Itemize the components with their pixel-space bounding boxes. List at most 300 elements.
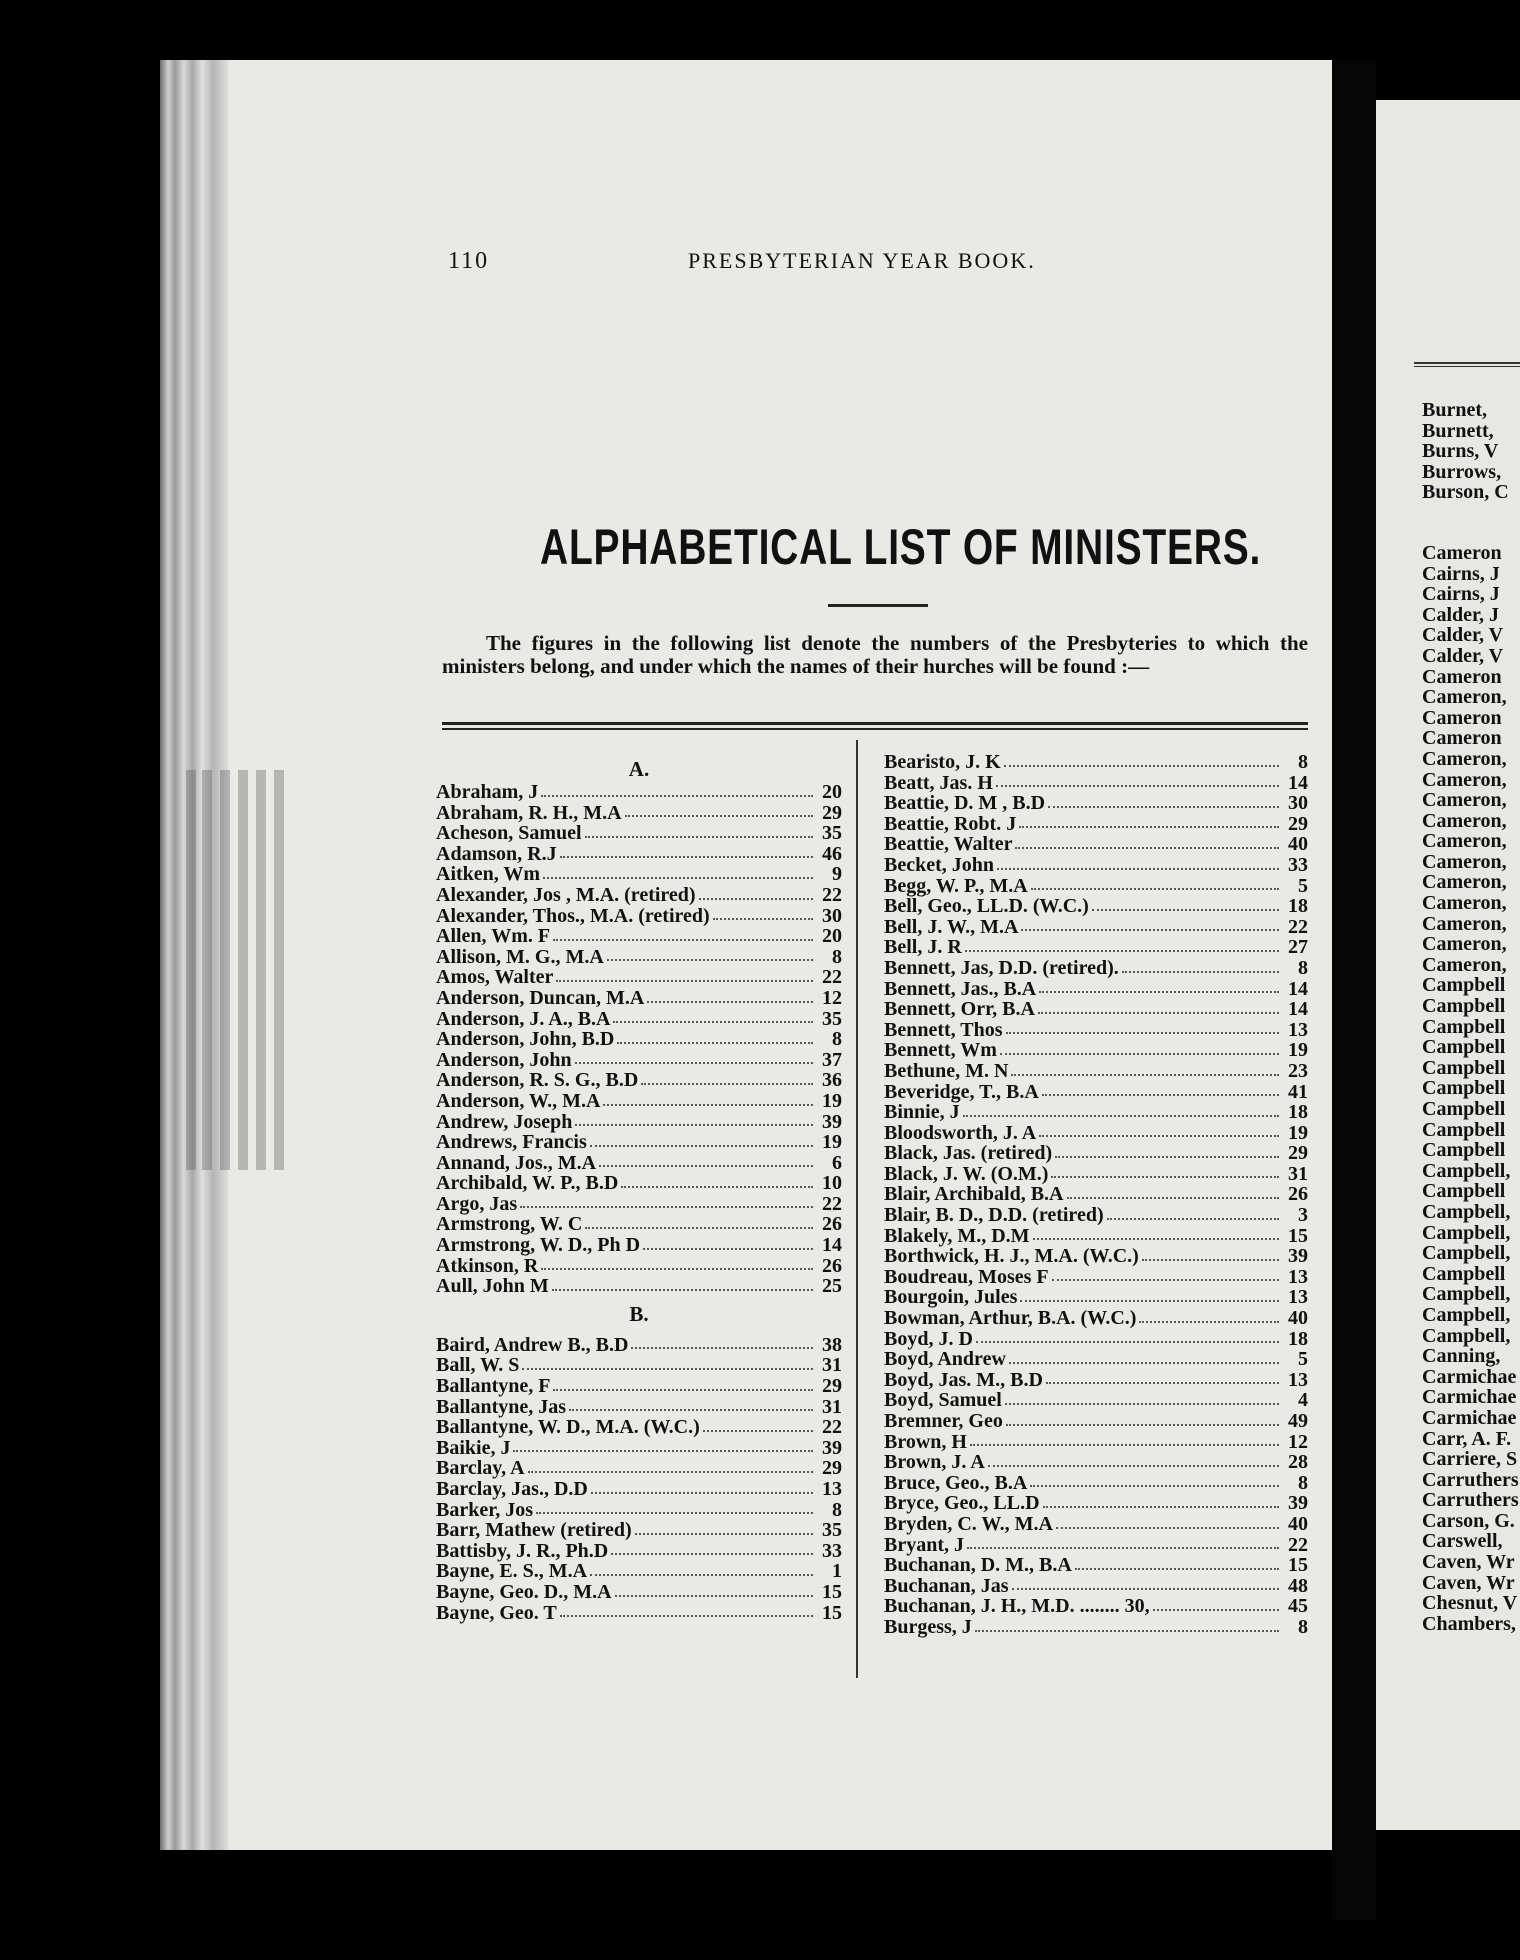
minister-entry: [884, 1555, 1308, 1576]
minister-entry: [884, 1576, 1308, 1597]
facing-page-entry: Campbell,: [1422, 1324, 1511, 1347]
minister-entry: [884, 773, 1308, 794]
minister-entry: [884, 834, 1308, 855]
presbytery-number: 22: [822, 1416, 842, 1439]
presbytery-number: 19: [822, 1131, 842, 1154]
presbytery-number: 20: [822, 781, 842, 803]
minister-name: Barclay, A: [436, 1457, 525, 1480]
minister-entry: [884, 1514, 1308, 1535]
minister-entry: [884, 937, 1308, 958]
minister-name: Bethune, M. N: [884, 1059, 1009, 1082]
presbytery-number: 12: [822, 986, 842, 1009]
dot-leader: [585, 1214, 813, 1229]
minister-name: Bloodsworth, J. A: [884, 1121, 1037, 1144]
facing-page-entry: Campbell: [1422, 1077, 1506, 1100]
minister-entry: [436, 1458, 842, 1479]
presbytery-number: 22: [822, 1192, 842, 1215]
facing-page-entry: Cameron,: [1422, 912, 1507, 935]
minister-entry: [436, 1603, 842, 1624]
minister-name: Brown, H: [884, 1430, 967, 1453]
facing-page-entry: Chambers,: [1422, 1612, 1516, 1635]
b-entries: [436, 1335, 842, 1623]
minister-entry: [884, 1102, 1308, 1123]
intro-text: The figures in the following list denote the numbers of the Presbyteries to which the ministers belong, and under which the names of their hurches will be found :—: [442, 631, 1308, 678]
facing-page-entry: Carswell,: [1422, 1530, 1503, 1553]
minister-entry: [884, 1452, 1308, 1473]
minister-name: Burgess, J: [884, 1615, 972, 1638]
presbytery-number: 30: [1288, 792, 1308, 815]
minister-entry: [436, 1091, 842, 1112]
minister-name: Blair, Archibald, B.A: [884, 1183, 1064, 1206]
dot-leader: [513, 1438, 813, 1453]
presbytery-number: 27: [1288, 936, 1308, 959]
dot-leader: [1012, 1576, 1280, 1591]
minister-name: Bearisto, J. K: [884, 751, 1001, 773]
minister-name: Abraham, R. H., M.A: [436, 801, 622, 824]
minister-entry: [436, 1276, 842, 1297]
facing-page-entry: Calder, V: [1422, 624, 1504, 647]
minister-entry: [436, 967, 842, 988]
facing-page-entry: Cameron,: [1422, 686, 1507, 709]
minister-name: Adamson, R.J: [436, 842, 557, 865]
dot-leader: [647, 988, 813, 1003]
minister-entry: [436, 1335, 842, 1356]
facing-page-entry: Cameron: [1422, 706, 1502, 729]
minister-entry: [884, 1267, 1308, 1288]
minister-name: Beatt, Jas. H: [884, 771, 993, 794]
minister-entry: [884, 1329, 1308, 1350]
minister-name: Anderson, R. S. G., B.D: [436, 1069, 639, 1092]
minister-entry: [436, 1235, 842, 1256]
dot-leader: [1006, 1020, 1279, 1035]
minister-name: Boyd, Jas. M., B.D: [884, 1368, 1043, 1391]
dot-leader: [1015, 834, 1279, 849]
dot-leader: [1011, 1061, 1279, 1076]
minister-name: Anderson, W., M.A: [436, 1089, 601, 1112]
facing-page-entry: Campbell: [1422, 974, 1506, 997]
dot-leader: [1030, 1473, 1279, 1488]
minister-entry: [884, 1226, 1308, 1247]
facing-page-entry: Campbell: [1422, 1139, 1506, 1162]
dot-leader: [1042, 1082, 1279, 1097]
minister-name: Acheson, Samuel: [436, 822, 582, 845]
dot-leader: [1048, 793, 1279, 808]
minister-name: Ballantyne, F: [436, 1375, 551, 1398]
minister-entry: [436, 1500, 842, 1521]
facing-page-entry: Caven, Wr: [1422, 1571, 1515, 1594]
minister-entry: [436, 1479, 842, 1500]
minister-name: Andrew, Joseph: [436, 1110, 573, 1133]
dot-leader: [560, 844, 813, 859]
presbytery-number: 1: [832, 1560, 842, 1583]
presbytery-number: 26: [1288, 1183, 1308, 1206]
dot-leader: [1092, 896, 1279, 911]
presbytery-number: 13: [1288, 1018, 1308, 1041]
dot-leader: [713, 906, 813, 921]
minister-entry: [884, 1287, 1308, 1308]
presbytery-number: 29: [1288, 812, 1308, 835]
minister-entry: [884, 855, 1308, 876]
dot-leader: [997, 855, 1279, 870]
facing-page-entry: Campbell,: [1422, 1303, 1511, 1326]
dot-leader: [976, 1329, 1279, 1344]
facing-page-entry: Campbell,: [1422, 1200, 1511, 1223]
presbytery-number: 15: [1288, 1224, 1308, 1247]
facing-page-entry: Campbell: [1422, 1036, 1506, 1059]
facing-page-entry: Cairns, J: [1422, 562, 1500, 585]
presbytery-number: 48: [1288, 1574, 1308, 1597]
minister-name: Buchanan, D. M., B.A: [884, 1554, 1072, 1577]
dot-leader: [1139, 1308, 1279, 1323]
facing-page-entry: Campbell: [1422, 1098, 1506, 1120]
minister-name: Bennett, Thos: [884, 1018, 1003, 1041]
minister-name: Argo, Jas: [436, 1192, 518, 1215]
dot-leader: [1043, 1493, 1279, 1508]
presbytery-number: 6: [832, 1151, 842, 1174]
minister-entry: [884, 1164, 1308, 1185]
minister-name: Battisby, J. R., Ph.D: [436, 1539, 609, 1562]
minister-name: Boyd, J. D: [884, 1327, 973, 1350]
minister-entry: [436, 1173, 842, 1194]
presbytery-number: 29: [822, 1375, 842, 1398]
facing-page-entry: Cameron,: [1422, 850, 1507, 873]
facing-page-entry: Carson, G.: [1422, 1509, 1515, 1532]
minister-name: Bennett, Orr, B.A: [884, 998, 1035, 1021]
presbytery-number: 22: [822, 966, 842, 989]
a-entries: [436, 782, 842, 1297]
minister-name: Bremner, Geo: [884, 1410, 1003, 1432]
minister-name: Barr, Mathew (retired): [436, 1519, 632, 1542]
minister-name: Borthwick, H. J., M.A. (W.C.): [884, 1245, 1139, 1268]
presbytery-number: 40: [1288, 1512, 1308, 1535]
presbytery-number: 40: [1288, 1307, 1308, 1330]
presbytery-number: 3: [1298, 1204, 1308, 1227]
facing-page-entry: Cameron: [1422, 541, 1502, 564]
presbytery-number: 45: [1288, 1595, 1308, 1618]
facing-page-entry: Cameron,: [1422, 789, 1507, 812]
minister-entry: [884, 1082, 1308, 1103]
presbytery-number: 39: [822, 1436, 842, 1459]
minister-name: Armstrong, W. D., Ph D: [436, 1234, 641, 1257]
minister-name: Archibald, W. P., B.D: [436, 1172, 619, 1195]
dot-leader: [591, 1479, 813, 1494]
minister-name: Ballantyne, W. D., M.A. (W.C.): [436, 1416, 700, 1439]
dot-leader: [1046, 1370, 1279, 1385]
dot-leader: [703, 1417, 813, 1432]
minister-name: Bennett, Jas, D.D. (retired).: [884, 956, 1119, 979]
presbytery-number: 22: [822, 883, 842, 906]
minister-name: Black, Jas. (retired): [884, 1142, 1053, 1165]
minister-entry: [884, 1473, 1308, 1494]
minister-name: Barclay, Jas., D.D: [436, 1478, 588, 1500]
presbytery-number: 15: [822, 1601, 842, 1624]
minister-name: Baird, Andrew B., B.D: [436, 1333, 629, 1356]
minister-name: Anderson, John, B.D: [436, 1028, 615, 1051]
minister-name: Armstrong, W. C: [436, 1213, 583, 1236]
presbytery-number: 26: [822, 1254, 842, 1277]
intro-paragraph: [442, 632, 1308, 678]
facing-page-entry: Burrows,: [1422, 460, 1502, 483]
dot-leader: [553, 926, 813, 941]
facing-page-entry: Carruthers: [1422, 1489, 1519, 1512]
minister-entry: [884, 1411, 1308, 1432]
dot-leader: [528, 1458, 813, 1473]
minister-entry: [436, 1194, 842, 1215]
minister-name: Binnie, J: [884, 1101, 960, 1124]
facing-page-entry: Carriere, S: [1422, 1448, 1518, 1471]
dot-leader: [635, 1520, 813, 1535]
minister-name: Beattie, Walter: [884, 833, 1013, 856]
minister-entry: [436, 844, 842, 865]
presbytery-number: 29: [822, 1457, 842, 1480]
facing-page-entry: Cameron: [1422, 665, 1502, 688]
dot-leader: [599, 1153, 813, 1168]
dot-leader: [613, 1009, 813, 1024]
minister-name: Ballantyne, Jas: [436, 1395, 567, 1418]
minister-entry: [436, 1520, 842, 1541]
section-heading-a: A.: [628, 757, 650, 781]
dot-leader: [552, 1276, 813, 1291]
minister-name: Anderson, J. A., B.A: [436, 1007, 611, 1030]
title-rule: [828, 604, 928, 607]
dot-leader: [1021, 917, 1279, 932]
facing-page-entry: Cameron,: [1422, 747, 1507, 770]
facing-page-entry: Campbell,: [1422, 1159, 1511, 1182]
minister-entry: [884, 1390, 1308, 1411]
facing-page-entry: Cameron,: [1422, 953, 1507, 976]
minister-entry: [436, 1397, 842, 1418]
facing-page-entry: Campbell: [1422, 1118, 1506, 1141]
dot-leader: [553, 1376, 813, 1391]
facing-page-rule: [1414, 362, 1520, 367]
presbytery-number: 14: [1288, 771, 1308, 794]
dot-leader: [1031, 876, 1279, 891]
dot-leader: [560, 1603, 813, 1618]
facing-page-entry: Carmichae: [1422, 1386, 1517, 1409]
dot-leader: [541, 782, 813, 797]
presbytery-number: 19: [822, 1089, 842, 1112]
minister-entry: [436, 1112, 842, 1133]
minister-name: Beveridge, T., B.A: [884, 1080, 1039, 1103]
minister-name: Beattie, D. M , B.D: [884, 792, 1046, 815]
presbytery-number: 18: [1288, 1101, 1308, 1124]
facing-page-entry: Cameron,: [1422, 933, 1507, 956]
facing-page-entry: Caven, Wr: [1422, 1551, 1515, 1574]
presbytery-number: 14: [1288, 998, 1308, 1021]
minister-entry: [884, 1432, 1308, 1453]
minister-name: Beattie, Robt. J: [884, 812, 1017, 835]
facing-page-entry: Campbell: [1422, 1180, 1506, 1203]
dot-leader: [963, 1102, 1279, 1117]
presbytery-number: 41: [1288, 1080, 1308, 1103]
dot-leader: [536, 1500, 813, 1515]
minister-name: Baikie, J: [436, 1436, 511, 1459]
section-heading-b: B.: [629, 1301, 649, 1326]
minister-name: Allen, Wm. F: [436, 925, 551, 948]
presbytery-number: 39: [822, 1110, 842, 1133]
presbytery-number: 13: [1288, 1286, 1308, 1309]
minister-name: Buchanan, J. H., M.D. ........ 30,: [884, 1595, 1150, 1618]
presbytery-number: 8: [832, 945, 842, 968]
facing-page-entry: Cameron,: [1422, 892, 1507, 915]
minister-entry: [436, 906, 842, 927]
minister-entry: [884, 1535, 1308, 1556]
presbytery-number: 31: [1288, 1162, 1308, 1185]
minister-entry: [884, 1205, 1308, 1226]
minister-name: Bayne, Geo. D., M.A: [436, 1580, 612, 1603]
minister-entry: [884, 896, 1308, 917]
presbytery-number: 36: [822, 1069, 842, 1092]
presbytery-number: 14: [822, 1234, 842, 1257]
minister-entry: [884, 1123, 1308, 1144]
presbytery-number: 8: [1298, 751, 1308, 773]
presbytery-number: 8: [1298, 956, 1308, 979]
presbytery-number: 13: [822, 1478, 842, 1500]
dot-leader: [1039, 979, 1279, 994]
presbytery-number: 33: [822, 1539, 842, 1562]
minister-entry: [436, 1009, 842, 1030]
minister-name: Anderson, John: [436, 1048, 572, 1071]
facing-page-entry: Campbell: [1422, 995, 1506, 1018]
facing-page-entry: Campbell,: [1422, 1221, 1511, 1244]
minister-entry: [436, 803, 842, 824]
minister-entry: [436, 864, 842, 885]
page-title: ALPHABETICAL LIST OF MINISTERS.: [540, 519, 1262, 575]
dot-leader: [611, 1541, 813, 1556]
dot-leader: [615, 1582, 813, 1597]
facing-page-entry: Carmichae: [1422, 1406, 1517, 1429]
presbytery-number: 39: [1288, 1492, 1308, 1515]
dot-leader: [699, 885, 813, 900]
minister-entry: [436, 1417, 842, 1438]
minister-name: Bell, Geo., LL.D. (W.C.): [884, 895, 1089, 918]
facing-page-entry: Campbell,: [1422, 1242, 1511, 1265]
page-number: 110: [448, 248, 490, 274]
minister-entry: [436, 1153, 842, 1174]
minister-name: Bennett, Wm: [884, 1039, 997, 1062]
minister-entry: [436, 782, 842, 803]
facing-page-entry: Carr, A. F.: [1422, 1427, 1512, 1450]
facing-page-entry: Calder, J: [1422, 603, 1500, 626]
minister-name: Boyd, Samuel: [884, 1389, 1002, 1412]
minister-entry: [436, 1541, 842, 1562]
facing-page-entry: Cameron,: [1422, 871, 1507, 894]
facing-page-entry: Calder, V: [1422, 644, 1504, 667]
minister-entry: [884, 1349, 1308, 1370]
minister-name: Amos, Walter: [436, 966, 554, 989]
minister-entry: [884, 1143, 1308, 1164]
presbytery-number: 10: [822, 1172, 842, 1195]
minister-entry: [884, 1040, 1308, 1061]
minister-name: Bennett, Jas., B.A: [884, 977, 1037, 1000]
minister-entry: [436, 1070, 842, 1091]
minister-name: Bowman, Arthur, B.A. (W.C.): [884, 1307, 1137, 1330]
minister-entry: [436, 988, 842, 1009]
dot-leader: [607, 947, 813, 962]
minister-name: Becket, John: [884, 853, 994, 876]
dot-leader: [1004, 752, 1279, 767]
presbytery-number: 35: [822, 1519, 842, 1542]
minister-entry: [436, 1214, 842, 1235]
minister-name: Aull, John M: [436, 1275, 549, 1298]
ink-bleed-through: [180, 770, 290, 1170]
minister-name: Begg, W. P., M.A: [884, 874, 1028, 897]
presbytery-number: 39: [1288, 1245, 1308, 1268]
facing-page-entry: Burson, C: [1422, 481, 1509, 504]
dot-leader: [967, 1535, 1279, 1550]
presbytery-number: 8: [832, 1498, 842, 1521]
presbytery-number: 26: [822, 1213, 842, 1236]
minister-entry: [884, 917, 1308, 938]
minister-entry: [436, 947, 842, 968]
minister-entry: [884, 1370, 1308, 1391]
minister-entry: [436, 1132, 842, 1153]
minister-entry: [884, 1020, 1308, 1041]
presbytery-number: 40: [1288, 833, 1308, 856]
running-title: PRESBYTERIAN YEAR BOOK.: [688, 248, 1036, 273]
minister-name: Atkinson, R: [436, 1254, 539, 1277]
dot-leader: [543, 864, 813, 879]
presbytery-number: 4: [1298, 1389, 1308, 1412]
dot-leader: [617, 1029, 813, 1044]
minister-name: Bryden, C. W., M.A: [884, 1512, 1053, 1535]
facing-page-entry: Burnet,: [1422, 399, 1487, 421]
dot-leader: [1153, 1596, 1279, 1611]
dot-leader: [641, 1070, 813, 1085]
minister-name: Blair, B. D., D.D. (retired): [884, 1204, 1104, 1227]
presbytery-number: 8: [1298, 1615, 1308, 1638]
minister-entry: [884, 1246, 1308, 1267]
minister-entry: [436, 1029, 842, 1050]
presbytery-number: 14: [1288, 977, 1308, 1000]
presbytery-number: 33: [1288, 853, 1308, 876]
minister-name: Blakely, M., D.M: [884, 1224, 1030, 1247]
presbytery-number: 28: [1288, 1451, 1308, 1474]
dot-leader: [590, 1561, 813, 1576]
dot-leader: [569, 1397, 813, 1412]
minister-entry: [884, 1493, 1308, 1514]
dot-leader: [631, 1335, 813, 1350]
minister-name: Brown, J. A: [884, 1451, 985, 1474]
presbytery-number: 9: [832, 863, 842, 886]
right-column: [884, 752, 1308, 1638]
presbytery-number: 31: [822, 1354, 842, 1377]
minister-name: Bourgoin, Jules: [884, 1286, 1018, 1309]
minister-entry: [436, 1561, 842, 1582]
book-gutter: [1332, 60, 1376, 1920]
minister-name: Boyd, Andrew: [884, 1348, 1006, 1371]
dot-leader: [1055, 1143, 1279, 1158]
presbytery-number: 35: [822, 822, 842, 845]
minister-entry: [884, 814, 1308, 835]
presbytery-number: 22: [1288, 915, 1308, 938]
minister-entry: [884, 1061, 1308, 1082]
facing-page-entry: Campbell,: [1422, 1283, 1511, 1306]
presbytery-number: 5: [1298, 1348, 1308, 1371]
presbytery-number: 29: [822, 801, 842, 824]
presbytery-number: 29: [1288, 1142, 1308, 1165]
dot-leader: [1009, 1349, 1279, 1364]
facing-page-entry: Cairns, J: [1422, 583, 1500, 606]
dot-leader: [1067, 1184, 1280, 1199]
minister-entry: [436, 885, 842, 906]
dot-leader: [1052, 1267, 1279, 1282]
dot-leader: [590, 1132, 813, 1147]
minister-name: Andrews, Francis: [436, 1131, 587, 1154]
presbytery-number: 38: [822, 1333, 842, 1356]
presbytery-number: 13: [1288, 1368, 1308, 1391]
presbytery-number: 20: [822, 925, 842, 948]
